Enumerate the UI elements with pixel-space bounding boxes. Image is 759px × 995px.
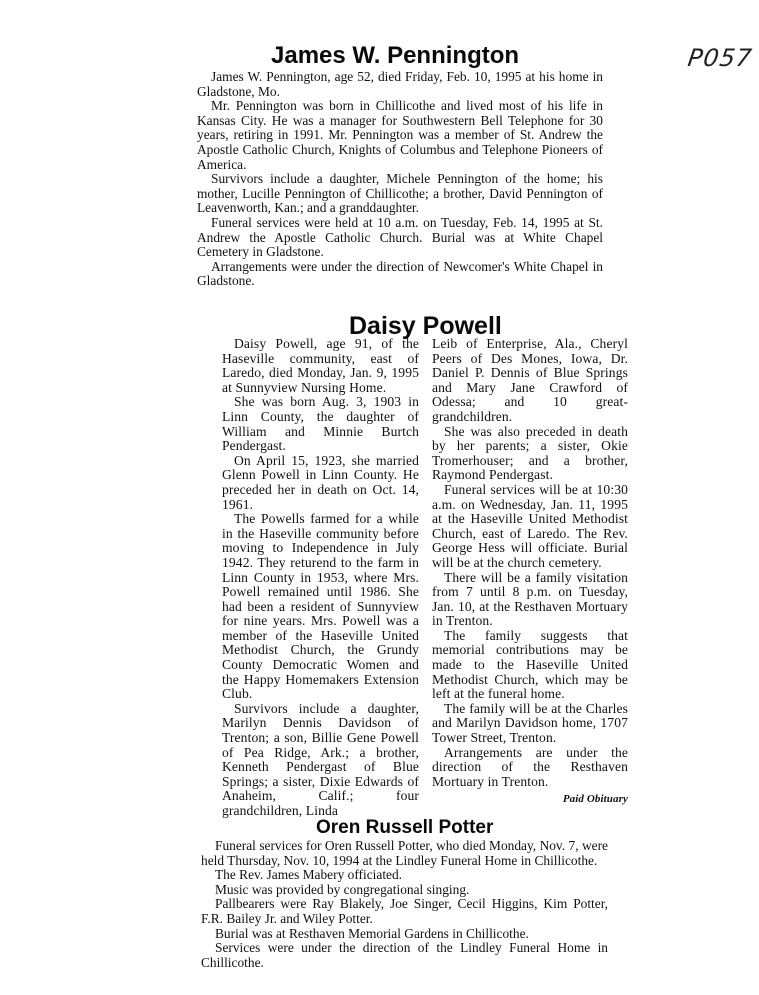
- obituary-headline: James W. Pennington: [271, 42, 520, 69]
- paragraph: Music was provided by congregational singing.: [215, 881, 470, 897]
- paragraph: The Powells farmed for a while in the Haseville community before moving to Independence in July 1942. They returend to the farm in Linn County in 1953, where Mrs. Powell remained until 1986. She had been a resident of Sunnyview for nine years. Mrs. Powell was a member of the Haseville United Methodist Church, the Grundy County Democratic Women and the Happy Homemakers Extension Club.: [222, 511, 419, 702]
- paragraph: Arrangements are under the direction of the Resthaven Mortuary in Trenton.: [432, 744, 628, 789]
- obituary-body: [201, 839, 608, 970]
- paragraph: She was born Aug. 3, 1903 in Linn County, the daughter of William and Minnie Burtch Pendergast.: [222, 394, 419, 454]
- obituary-headline: Daisy Powell: [349, 312, 502, 340]
- paragraph: Arrangements were under the direction of Newcomer's White Chapel in Gladstone.: [197, 258, 603, 289]
- paid-obituary-label: Paid Obituary: [562, 793, 628, 806]
- paragraph: The family will be at the Charles and Marilyn Davidson home, 1707 Tower Street, Trenton.: [432, 700, 628, 746]
- paragraph: Survivors include a daughter, Marilyn Dennis Davidson of Trenton; a son, Billie Gene Powell of Pea Ridge, Ark.; a brother, Kenneth Pendergast of Blue Springs; a sister, Dixie Edwards of Anaheim, Calif.; four grandchildren, Linda: [222, 700, 419, 818]
- obituary-headline: Oren Russell Potter: [316, 817, 494, 838]
- paragraph: There will be a family visitation from 7 until 8 p.m. on Tuesday, Jan. 10, at the Resthaven Mortuary in Trenton.: [432, 569, 628, 629]
- paragraph: Mr. Pennington was born in Chillicothe and lived most of his life in Kansas City. He was a manager for Southwestern Bell Telephone for 30 years, retiring in 1991. Mr. Pennington was a member of St. Andrew the Apostle Catholic Church, Knights of Columbus and Telephone Pioneers of America.: [197, 98, 603, 172]
- paragraph: Pallbearers were Ray Blakely, Joe Singer, Cecil Higgins, Kim Potter, F.R. Bailey Jr. and Wiley Potter.: [201, 896, 608, 926]
- paragraph: Burial was at Resthaven Memorial Gardens in Chillicothe.: [215, 925, 529, 941]
- paragraph: Funeral services will be at 10:30 a.m. on Wednesday, Jan. 11, 1995 at the Haseville United Methodist Church, east of Laredo. The Rev. George Hess will officiate. Burial will be at the church cemetery.: [432, 481, 628, 570]
- paragraph: The Rev. James Mabery officiated.: [215, 867, 403, 883]
- obituary-column-right: [432, 337, 628, 807]
- obituary-column-left: [222, 337, 419, 819]
- paragraph: She was also preceded in death by her parents; a sister, Okie Tromerhouser; and a brother, Raymond Pendergast.: [432, 423, 628, 483]
- obituary-body: [197, 70, 603, 289]
- paragraph: The family suggests that memorial contributions may be made to the Haseville United Methodist Church, which may be left at the funeral home.: [432, 627, 628, 702]
- paragraph: Funeral services were held at 10 a.m. on Tuesday, Feb. 14, 1995 at St. Andrew the Apostle Catholic Church. Burial was at White Chapel Cemetery in Gladstone.: [197, 214, 603, 260]
- paragraph: James W. Pennington, age 52, died Friday, Feb. 10, 1995 at his home in Gladstone, Mo.: [197, 69, 603, 99]
- paragraph: Funeral services for Oren Russell Potter, who died Monday, Nov. 7, were held Thursday, Nov. 10, 1994 at the Lindley Funeral Home in Chillicothe.: [201, 838, 608, 868]
- paragraph: Daisy Powell, age 91, of the Haseville community, east of Laredo, died Monday, Jan. 9, 1995 at Sunnyview Nursing Home.: [222, 336, 419, 395]
- paragraph: Leib of Enterprise, Ala., Cheryl Peers of Des Mones, Iowa, Dr. Daniel P. Dennis of Blue Springs and Mary Jane Crawford of Odessa; and 10 great-grandchildren.: [432, 336, 628, 424]
- paragraph: On April 15, 1923, she married Glenn Powell in Linn County. He preceded her in death on Oct. 14, 1961.: [222, 452, 419, 512]
- paragraph: Survivors include a daughter, Michele Pennington of the home; his mother, Lucille Pennington of Chillicothe; a brother, David Pennington of Leavenworth, Kan.; and a granddaughter.: [197, 171, 603, 216]
- paragraph: Services were under the direction of the Lindley Funeral Home in Chillicothe.: [201, 940, 608, 970]
- page-code-handwritten: P057: [686, 44, 755, 72]
